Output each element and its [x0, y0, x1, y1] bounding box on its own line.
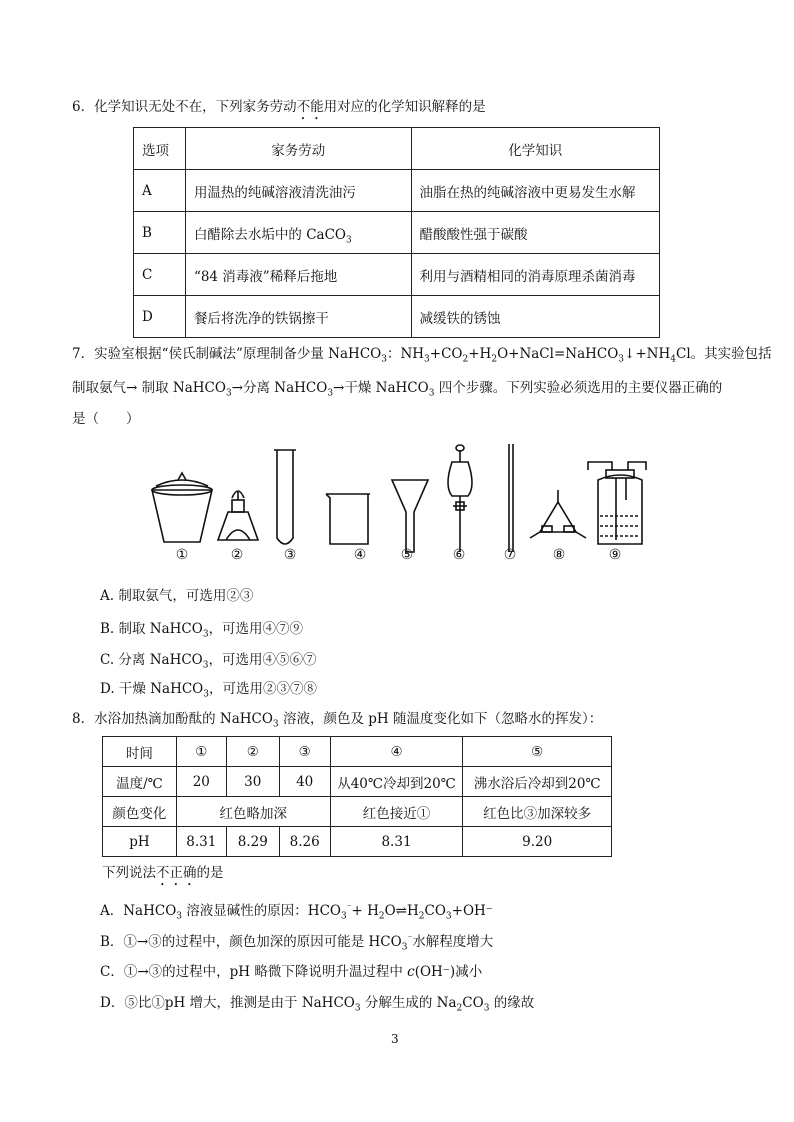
header-cell: 家务劳动	[185, 128, 411, 170]
q7-option-d: D. 干燥 NaHCO$_3$，可选用②③⑦⑧	[100, 681, 317, 700]
label-3: ③	[283, 547, 297, 563]
label-8: ⑧	[552, 547, 566, 563]
q8-option-d: D．⑤比①pH 增大，推测是由于 NaHCO$_3$ 分解生成的 $Na_2CO_3$ 的缘故	[100, 995, 535, 1014]
q8-option-c: C．①→③的过程中，pH 略微下降说明升温过程中 c(OH⁻)减小	[100, 964, 483, 980]
q6-table	[133, 127, 660, 338]
q8-stem: 8．水浴加热滴加酚酞的 NaHCO$_3$ 溶液，颜色及 pH 随温度变化如下（忽略水的挥发）：	[72, 711, 603, 730]
label-2: ②	[230, 547, 244, 563]
label-7: ⑦	[503, 547, 517, 563]
table-row: D 餐后将洗净的铁锅擦干 减缓铁的锈蚀	[134, 296, 660, 338]
table-row: 颜色变化 红色略加深 红色接近① 红色比③加深较多	[103, 797, 612, 827]
table-row: A 用温热的纯碱溶液清洗油污 油脂在热的纯碱溶液中更易发生水解	[134, 170, 660, 212]
clay-triangle-icon	[530, 490, 586, 538]
funnel-icon	[392, 480, 428, 552]
label-6: ⑥	[452, 547, 466, 563]
glass-rod-icon	[509, 444, 513, 552]
crucible-icon	[152, 473, 212, 542]
separatory-funnel-icon	[448, 445, 472, 552]
q7-option-a: A. 制取氨气，可选用②③	[100, 588, 254, 604]
label-4: ④	[353, 547, 367, 563]
table-row	[134, 128, 660, 170]
test-tube-icon	[274, 450, 296, 544]
alcohol-lamp-icon	[218, 491, 258, 540]
label-9: ⑨	[608, 547, 622, 563]
page-number: 3	[391, 1032, 399, 1046]
table-row: C “84 消毒液”稀释后拖地 利用与酒精相同的消毒原理杀菌消毒	[134, 254, 660, 296]
q7-stem-line3: 是（ ）	[72, 411, 140, 427]
header-cell: 选项	[134, 128, 186, 170]
table-row: B 白醋除去水垢中的 CaCO$_3$ 醋酸酸性强于碳酸	[134, 212, 660, 254]
gas-washing-bottle-icon	[588, 462, 646, 544]
q6-stem: 6．化学知识无处不在，下列家务劳动不能用对应的化学知识解释的是	[72, 99, 486, 115]
table-row: pH 8.31 8.29 8.26 8.31 9.20	[103, 827, 612, 857]
q8-table	[102, 736, 612, 857]
q8-option-b: B．①→③的过程中，颜色加深的原因可能是 $HCO_3^{^-}$水解程度增大	[100, 933, 494, 953]
q7-option-b: B. 制取 NaHCO$_3$，可选用④⑦⑨	[100, 621, 304, 640]
q7-option-c: C. 分离 NaHCO$_3$，可选用④⑤⑥⑦	[100, 652, 317, 671]
q7-stem-line2: 制取氨气→ 制取 NaHCO$_3$→分离 NaHCO$_3$→干燥 NaHCO$_3$ 四个步骤。下列实验必须选用的主要仪器正确的	[72, 380, 723, 399]
table-row: 温度/℃ 20 30 40 从40℃冷却到20℃ 沸水浴后冷却到20℃	[103, 767, 612, 797]
header-cell: 化学知识	[411, 128, 659, 170]
label-5: ⑤	[400, 547, 414, 563]
beaker-icon	[326, 494, 370, 544]
label-1: ①	[175, 547, 189, 563]
q7-stem-line1: 7．实验室根据“侯氏制碱法”原理制备少量 NaHCO$_3$：$NH_3+CO_2+H_2O+NaCl=NaHCO_3↓+NH_4Cl$。其实验包括	[72, 346, 772, 365]
table-row: 时间 ① ② ③ ④ ⑤	[103, 737, 612, 767]
q8-option-a: A．NaHCO$_3$ 溶液显碱性的原因：$HCO_3^{^-}+$ $H_2O\rightleftharpoons H_2CO_3+OH^-$	[100, 902, 493, 922]
q8-subprompt: 下列说法不正确的是	[102, 865, 224, 881]
